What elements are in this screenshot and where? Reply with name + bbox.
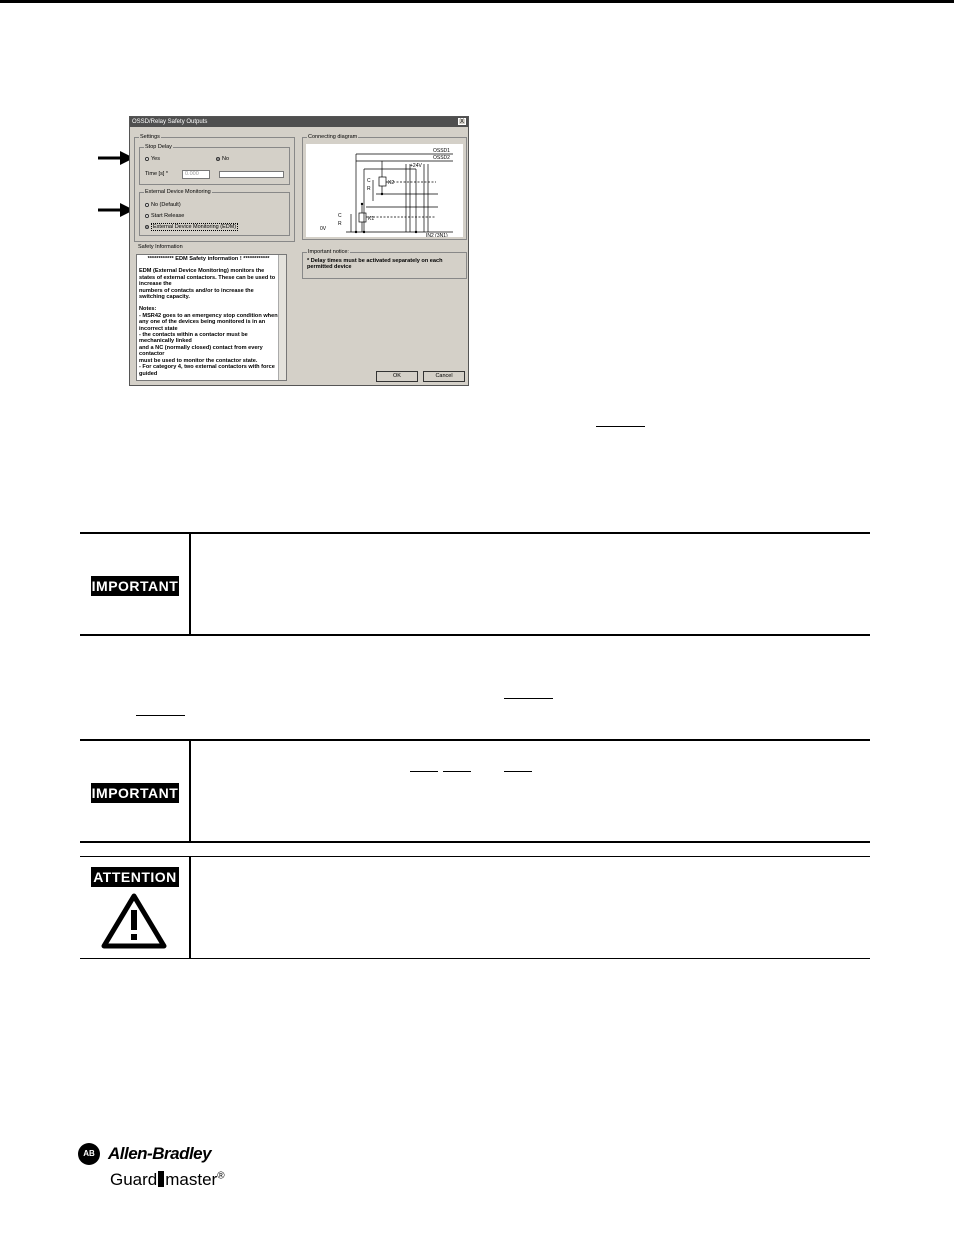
edm-group	[139, 189, 290, 236]
product-name-right: master	[165, 1170, 218, 1189]
time-input[interactable]: 0.000	[182, 170, 210, 179]
safety-info-label: Safety Information	[138, 244, 183, 250]
safety-info-line: Notes:	[139, 306, 157, 313]
safety-info-line: - the contacts within a contactor must be mechanically linked	[139, 332, 248, 345]
stop-delay-group	[139, 144, 290, 185]
underline-mark	[443, 771, 471, 772]
edm-option-label: External Device Monitoring (EDM)	[153, 224, 237, 230]
radio-selected-icon	[145, 225, 149, 229]
important-badge: IMPORTANT	[91, 785, 179, 801]
diagram-canvas	[306, 144, 463, 237]
edm-option-label: Start Release	[151, 213, 185, 219]
label-c-bottom: C	[338, 213, 342, 219]
safety-info-line: must be used to monitor the contactor state.	[139, 357, 258, 364]
cancel-button[interactable]: Cancel	[423, 371, 465, 382]
label-ossd2: OSSD2	[433, 155, 450, 161]
label-0v: 0V	[320, 226, 327, 232]
underline-mark	[504, 698, 553, 699]
registered-mark: ®	[217, 1170, 225, 1182]
radio-selected-icon	[216, 157, 220, 161]
stop-delay-label: Stop Delay	[145, 144, 172, 150]
time-label: Time [s] *	[145, 171, 169, 177]
edm-group-label: External Device Monitoring	[145, 189, 211, 195]
underline-mark	[410, 771, 438, 772]
dialog-titlebar	[130, 117, 468, 127]
radio-icon	[145, 157, 149, 161]
underline-mark	[136, 715, 185, 716]
edm-option-label: No (Default)	[151, 202, 181, 208]
attention-notice-table	[80, 856, 870, 959]
yes-label: Yes	[151, 156, 160, 162]
diagram-label: Connecting diagram	[308, 134, 358, 140]
attention-badge: ATTENTION	[91, 867, 179, 887]
ok-button[interactable]: OK	[376, 371, 418, 382]
ossd-relay-dialog	[129, 116, 469, 386]
label-in2: IN2 (3N1)	[426, 233, 448, 237]
connecting-diagram-group	[302, 134, 467, 240]
radio-icon	[145, 214, 149, 218]
brand-name: Allen-Bradley	[108, 1144, 212, 1163]
guard-figure-icon	[158, 1171, 164, 1187]
notice-text: * Delay times must be activated separately on each permitted device	[307, 258, 443, 271]
safety-info-line: numbers of contacts and/or to increase the switching capacity.	[139, 287, 254, 301]
underline-mark	[504, 771, 532, 772]
stop-delay-no-radio[interactable]	[216, 156, 229, 163]
label-r-bottom: R	[338, 221, 342, 227]
label-ossd1: OSSD1	[433, 148, 450, 154]
label-k2: K2	[388, 180, 395, 186]
safety-info-line: and a NC (normally closed) contact from every contactor	[139, 344, 263, 358]
dialog-title: OSSD/Relay Safety Outputs	[132, 119, 208, 125]
radio-icon	[145, 203, 149, 207]
table-divider	[189, 857, 191, 958]
safety-info-textbox[interactable]	[136, 254, 287, 381]
important-notice-table-2	[80, 739, 870, 843]
warning-triangle-icon	[101, 893, 167, 949]
table-divider	[189, 741, 191, 841]
ab-mark: AB	[78, 1143, 100, 1165]
label-r-top: R	[367, 186, 371, 192]
important-notice-table-1	[80, 532, 870, 636]
safety-info-scrollbar[interactable]	[278, 255, 286, 380]
safety-info-header: ************ EDM Safety information ! ************	[147, 256, 270, 262]
product-name	[110, 1170, 225, 1190]
close-icon[interactable]: X	[459, 119, 464, 125]
settings-label: Settings	[140, 134, 160, 140]
wiring-diagram	[306, 144, 463, 237]
label-c-top: C	[367, 178, 371, 184]
important-badge: IMPORTANT	[91, 578, 179, 594]
edm-option-no-default[interactable]	[145, 202, 181, 209]
important-notice-group	[302, 249, 467, 279]
safety-info-line: EDM (External Device Monitoring) monitors the states of external contactors. These can be used to increase the	[139, 268, 276, 288]
notice-label: Important notice:	[308, 249, 349, 255]
product-name-left: Guard	[110, 1170, 158, 1189]
label-k1: K1	[368, 216, 375, 222]
page-top-rule	[0, 0, 954, 3]
edm-option-start-release[interactable]	[145, 213, 184, 220]
safety-info-line: - MSR42 goes to an emergency stop condition when any one of the devices being monitored is in an incorrect state	[139, 312, 278, 332]
time-slider[interactable]	[219, 171, 284, 178]
edm-option-edm[interactable]	[145, 224, 238, 231]
label-24v: +24V	[410, 163, 422, 169]
stop-delay-yes-radio[interactable]	[145, 156, 160, 163]
table-divider	[189, 534, 191, 634]
no-label: No	[222, 156, 230, 162]
settings-group	[134, 134, 295, 242]
safety-info-line: - For category 4, two external contactors with force guided	[139, 364, 275, 377]
underline-mark	[596, 426, 645, 427]
